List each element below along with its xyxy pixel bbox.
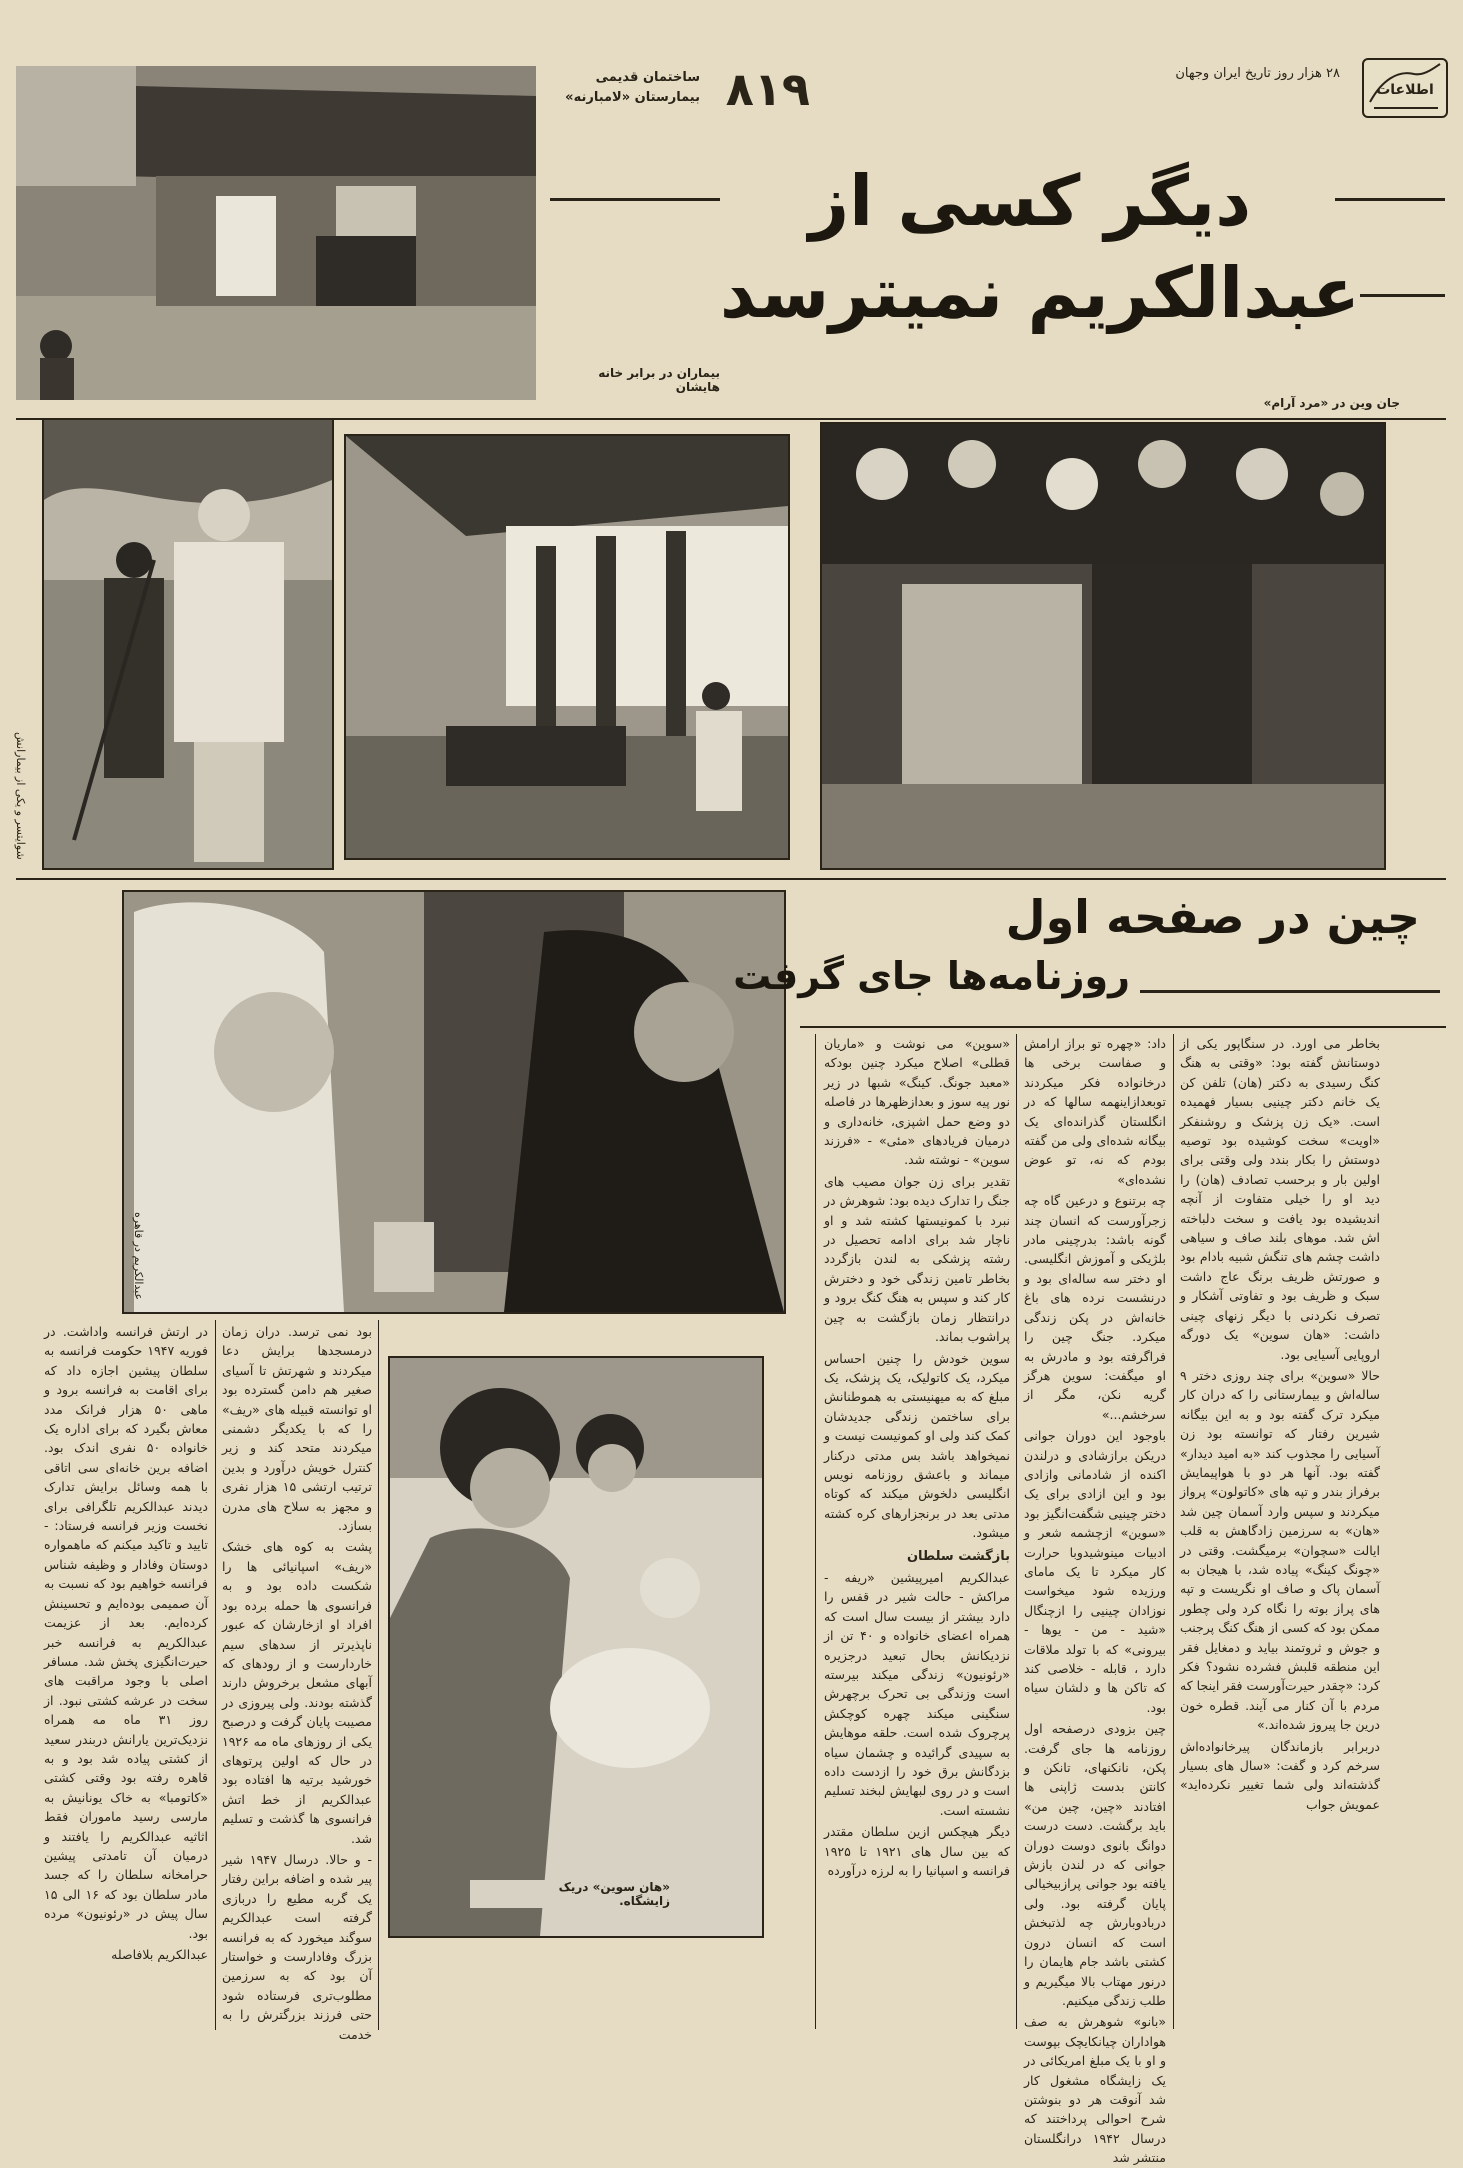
headline-rule-3: [1360, 294, 1445, 297]
col1-para-2: حالا «سوین» برای چند روزی دختر ۹ ساله‌اش و بیمارستانی را که دران کار میکرد ترک گفته بود و به این بیگانه شیرین رفتار که توانسته بود زن آسیایی را مجذوب کند «به امید دیدار» گفته بود. آنها هر دو با هواپیمایش برفراز بندر و تپه های «کاتولون» پرواز میکردند و سپس وارد آسمان چین شد «هان» به سرزمین زادگاهش به قلب ایالت «سچوان» برمیگشت. وقتی در «چونگ کینگ» پیاده شد، با هیجان به آسمان پاک و صاف او نگریست و تپه های پراز بوته را نگاه کرد ولی چطور ممکن بود که کسی از هنگ کنگ پرجنب و جوش و ثروتمند بیاید و دمغایل فقر این منطقه قلبش فشرده نشود؟ فکر کرد: «چقدر حیرت‌آورست فقر اینجا که مردم با آن کنار می آیند. قطره خون درین جا پیروز شده‌اند.»: [1180, 1367, 1380, 1733]
headline-rule-1: [550, 198, 720, 201]
col-divider-3: [815, 1034, 816, 2029]
col2-para-3: باوجود این دوران جوانی دریکن برازشادی و درلندن اکنده از شادمانی وازادی بود و این ازادی برای یک دختر چینیی شگفت‌انگیز بود «سوین» ازچشمه شعر و ادبیات مینوشیدوبا حرارت کار میکرد تا یک مامای ورزیده شود میخواست نوزادان چینیی را ازچنگال «شید - من - یوها - بیرونی» که با تولد ملاقات دارد ، قابله - خلاصی کند که تاکن ها و دلشان سیاه بود.: [1024, 1428, 1166, 1715]
col2-para-1: داد: «چهره تو براز ارامش و صفاست برخی ها درخانواده فکر میکردند توبعدازاینهمه سالها که در انگلستان گذرانده‌ای یک بیگانه شده‌ای ولی من گفته بودم که نه، تو عوض نشده‌ای»: [1024, 1036, 1166, 1187]
series-title: ۲۸ هزار روز تاریخ ایران وجهان: [1175, 66, 1340, 81]
article-column-1: [1180, 1034, 1380, 2024]
col-divider-5: [215, 1320, 216, 2030]
col5-para-1: در ارتش فرانسه واداشت. در فوریه ۱۹۴۷ حکومت فرانسه به سلطان پیشین اجازه داد که برای اقامت به فرانسه برود و ماهی ۵۰ هزار فرانک مدد معاش بگیرد که برای اداره یک خانواده ۵۰ نفری اندک بود. اضافه برین خانه‌ای سی اتاقی با همه وسائل برایش تدارک دیدند عبدالکریم تلگرافی برای نخست وزیر فرانسه فرستاد: - تایید و تاکید میکنم که ماهمواره دوستان وفادار و وظیفه شناس فرانسه خواهیم بود که نسبت به آن صمیمی بوده‌ایم و تحسینش کرده‌ایم. بعد از عزیمت عبدالکریم به فرانسه خبر حیرت‌انگیزی پخش شد. مسافر اصلی با وجود مراقبت های سخت در عرشه کشتی نبود. از روز ۳۱ ماه مه همراه نزدیک‌ترین یارانش دربندر سعید از کشتی پیاده شد بود و به قاهره رفته بود وقتی کشتی «کاتومبا» به خاک یونانیش به مارسی رسید ماموران فقط اثاثیه عبدالکریم را یافتند و درمیان آن تامدتی پیشین حرامخانه سلطان را که جسد مادر سلطان بود که ۱۶ الی ۱۵ سال پیش در «رئونیون» مرده بود.: [44, 1324, 209, 1941]
col3-para-5: دیگر هیچکس ازین سلطان مقتدر که بین سال های ۱۹۲۱ تا ۱۹۲۵ فرانسه و اسپانیا را به لرزه درآورده: [824, 1824, 1010, 1879]
main-headline-line-1: دیگر کسی از: [808, 160, 1252, 242]
col-divider-2: [1016, 1034, 1017, 2029]
second-headline-line-2: روزنامه‌ها جای گرفت: [733, 954, 1130, 998]
crowd-fight-photo: [820, 422, 1386, 870]
second-headline-rule: [1140, 990, 1440, 993]
logo-text: اطلاعات: [1376, 82, 1434, 98]
col1-para-3: دربرابر بازماندگان پیرخانواده‌اش سرخم کرد و گفت: «سال های بسیار گذشته‌اند ولی شما تغییر نکرده‌اید» عمویش جواب: [1180, 1738, 1380, 1812]
col-divider-4: [378, 1320, 379, 2030]
schweitzer-photo: [42, 418, 334, 870]
top-photo-caption: بیماران در برابر خانه هایشان: [598, 366, 720, 394]
newspaper-logo: [1362, 58, 1448, 118]
col3-para-3: سوین خودش را چنین احساس میکرد، یک کاتولیک، یک پزشک، یک مبلغ که به میهنیستی به هموطنانش برای ساختمن زندگی جدیدشان کمک کند ولی او کمونیست نیست و نمیخواهد باشد بس مدتی درکنار میماند و باعشق روزنامه نویس انگلیسی دلخوش میکند که کوتاه مدتی بعد در برنجزارهای کره کشته میشود.: [824, 1350, 1010, 1541]
col3-para-1: «سوین» می نوشت و «ماریان قطلی» اصلاح میکرد چنین بودکه «معبد جونگ. کینگ» شبها در زیر نور پیه سوز و بعدازظهرها در فاصله دو وضع حمل اشپزی، خانه‌داری و درمیان فریادهای «مئی» - «فرزند سوین» - نوشته شد.: [824, 1036, 1010, 1168]
article-column-2: [1024, 1034, 1166, 2166]
article-column-4: [222, 1322, 373, 2042]
main-headline-line-2: عبدالکریم نمیترسد: [719, 252, 1360, 334]
col5-para-2: عبدالکریم بلافاصله: [111, 1947, 208, 1962]
col3-para-4: عبدالکریم امیرپیشین «ریفه - مراکش - حالت شیر در قفس را دارد بیشتر از بیست سال است که همراه اعضای خانواده و ۴۰ تن از نزدیکانش بحال تبعید درجزیره «رئونیون» زندگی میکند بیرسته است وزندگی بی تحرک برچهرش سنگینی میکند چهره کوچکش پرچروک شده است. حلقه موهایش به سپیدی گرائیده و چشمان سیاه بزدگانش برق خود را ازدست داده است و در روی لبهایش لبخند تسلیم نشسته است.: [824, 1569, 1010, 1818]
han-suyin-caption: «هان سوین» دریک زایشگاه.: [470, 1880, 670, 1908]
abdelkrim-caption: عبدالکریم در قاهره: [132, 1211, 145, 1300]
col4-para-3: - و حالا. درسال ۱۹۴۷ شیر پیر شده و اضافه براین رفتار یک گربه مطیع را دربازی گرفته است عبدالکریم سوگند میخورد که به فرانسه بزرگ وفادارست و خواستار آن بود که به سرزمین مطلوب‌تری فرستاده شود حتی فرزند بزرگترش را به خدمت: [222, 1851, 373, 2042]
abdelkrim-photo: [122, 890, 786, 1314]
crowd-photo-caption: جان وین در «مرد آرام»: [1263, 396, 1400, 410]
han-suyin-photo: [388, 1356, 764, 1938]
article-column-3: [824, 1034, 1010, 2024]
col4-para-2: پشت به کوه های خشک «ریف» اسپانیائی ها را شکست داده بود و به فرانسوی ها حمله برده بود افراد او ازخارشان که عبور ناپذیرتر از سدهای سیم خاردارست و از رودهای که آبهای مشعل برخروش دارند گذشته بودند. ولی پیروزی در مصیبت پایان گرفت و درصبح یکی از روزهای ماه مه ۱۹۲۶ در حال که اولین پرتوهای خورشید برتیه ها افتاده بود عبدالکریم از خط اتش فرانسوی ها گذشت و تسلیم شد.: [222, 1539, 372, 1846]
kicker-line-1: ساختمان قدیمی: [595, 70, 700, 85]
kicker-line-2: بیمارستان «لامبارنه»: [565, 90, 700, 105]
headline-rule-2: [1335, 198, 1445, 201]
col2-para-4: چین بزودی درصفحه اول روزنامه ها جای گرفت. پکن، نانکنهای، تانکن و کانتن بدست ژاپنی ها افتادند «چین، چین من» باید برگشت. دست درست دوانگ بانوی دوست دوران جوانی که در لندن بازش یافته بود جوانی پرازبیخیالی پایان گرفته بود. ولی دربادوبارش چه لذتبخش است که انسان درون کشتی باشد جام هایمان را درنور مهتاب بالا میگیریم و طلب زندگی میکنیم.: [1024, 1721, 1166, 2008]
col2-para-5: «بانو» شوهرش به صف هواداران چیانکایچک بپوست و او با یک مبلغ امریکائی در یک زایشگاه مشغول کار شد آنوقت هر دو بنوشتن شرح احوالی پرداختند که درسال ۱۹۴۲ درانگلستان منتشر شد: [1024, 2014, 1166, 2166]
col3-para-2: تقدیر برای زن جوان مصیب های جنگ را تدارک دیده بود: شوهرش در نبرد با کمونیستها کشته شد و او ناچار شد برای ادامه تحصیل در رشته پزشکی به لندن بازگردد بخاطر تامین زندگی خود و دخترش کار کند و سپس به هنگ کنگ برود و درانتظار زمان بازگشت به چین پراشوب بماند.: [824, 1173, 1010, 1345]
col3-subheading: بازگشت سلطان: [906, 1548, 1010, 1564]
second-headline-line-1: چین در صفحه اول: [1005, 890, 1420, 944]
col2-para-2: چه برتنوع و درعین گاه چه زجرآورست که انسان چند گونه باشد: بدرچینی مادر بلژیکی و آموزش انگلیسی. او دختر سه ساله‌ای بود و درنشست نرده های باغ خانه‌اش در پکن زندگی میکرد. جنگ چین را فراگرفته بود و مادرش به او میگفت: سوین هرگز گریه نکن، مگر از سرخشم...»: [1024, 1193, 1166, 1422]
second-section-rule: [800, 1026, 1446, 1028]
section-rule-mid: [16, 878, 1446, 880]
issue-number: ۸۱۹: [725, 62, 810, 116]
col-divider-1: [1173, 1034, 1174, 2029]
col1-para-1: بخاطر می اورد. در سنگاپور یکی از دوستانش گفته بود: «وقتی به هنگ کنگ رسیدی به دکتر (هان) تلفن کن یک خانم دکتر چینیی بسیار فهمیده است. «یک زن پزشک و روشنفکر «اویت» سخت کوشیده بود توصیه دوستش را بکار بندد ولی وقتی برای اولین بار و برحسب تصادف (هان) را دید او را خیلی متفاوت از آنچه اندیشیده بود یافت و سخت دلباخته اش شد. موهای بلند صاف و سیاهی داشت چشم های تنگش شبیه بادام بود و صورتش ظریف برنگ عاج داشت سبک و ظریف بود و تفاوتی آشکار و تصرف نکردنی با دیگر زنهای چینی داشت: «هان سوین» یک دورگه اروپایی آسیایی بود.: [1180, 1036, 1380, 1362]
article-column-5: [44, 1322, 208, 2022]
hospital-building-photo: [16, 66, 536, 400]
schweitzer-caption: شوایتسر و یکی از بیمارانش: [14, 732, 27, 860]
hospital-veranda-photo: [344, 434, 790, 860]
col4-para-1: بود نمی ترسد. دران زمان درمسجدها برایش دعا میکردند و شهرتش تا آسیای صغیر هم دامن گسترده بود او توانسته قبیله های «ریف» را که با یکدیگر دشمنی میکردند متحد کند و زیر کنترل خویش درآورد و بدین ترتیب ارتشی ۱۵ هزار نفری و مجهز به سلاح های مدرن بسازد.: [222, 1324, 372, 1534]
